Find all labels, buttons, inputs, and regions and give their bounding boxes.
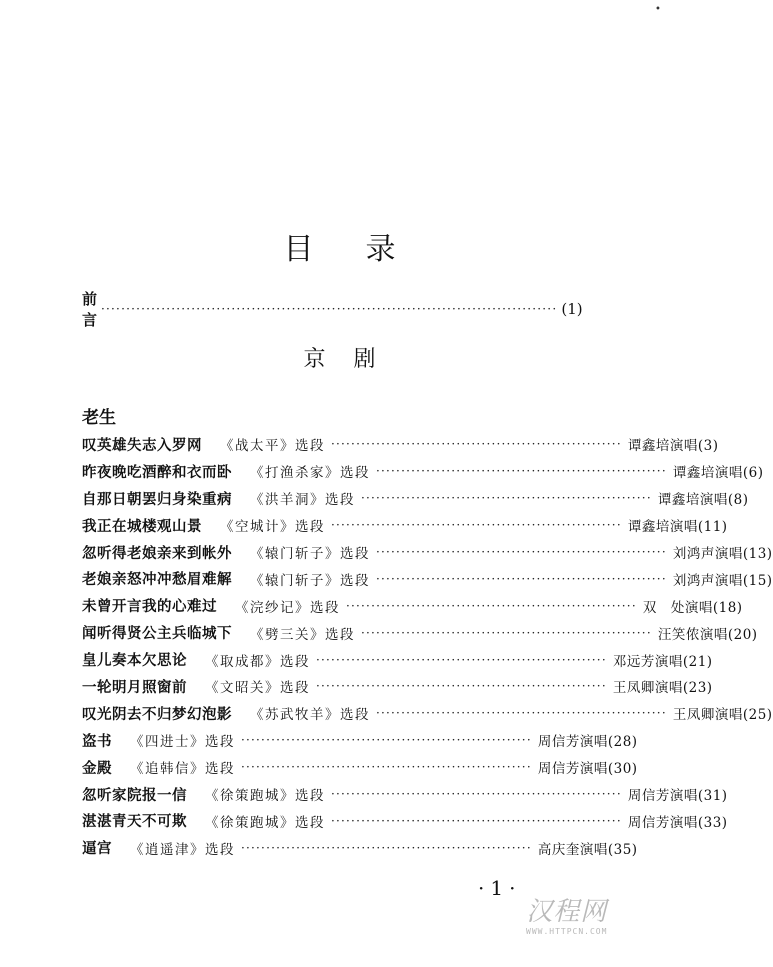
- leader-dots: ··························································: [376, 706, 667, 721]
- source-opera: 《徐策跑城》选段: [205, 814, 325, 831]
- source-opera: 《战太平》选段: [220, 438, 325, 455]
- leader-dots: ··························································: [376, 571, 667, 586]
- leader-dots: ··························································: [376, 464, 667, 479]
- leader-dots: ··························································: [241, 840, 532, 855]
- leader-dots: ··························································: [361, 491, 652, 506]
- leader-dots: ··························································: [316, 679, 607, 694]
- performer-page: 谭鑫培演唱(8): [657, 492, 749, 509]
- aria-title: 忽听得老娘亲来到帐外: [82, 545, 232, 562]
- toc-entry[interactable]: [82, 754, 638, 781]
- aria-title: 盗书: [82, 733, 112, 750]
- watermark-logo: 汉程网: [526, 897, 608, 927]
- performer-page: 王凤卿演唱(25): [672, 707, 773, 724]
- leader-dots: ··························································: [376, 545, 667, 559]
- watermark-url: WWW.HTTPCN.COM: [526, 927, 608, 936]
- aria-title: 忽听家院报一信: [82, 787, 187, 804]
- leader-dots: ···························································································: [101, 302, 558, 316]
- aria-title: 皇儿奏本欠思论: [82, 653, 187, 670]
- source-opera: 《空城计》选段: [220, 519, 325, 536]
- aria-title: 叹英雄失志入罗网: [82, 437, 202, 454]
- performer-page: 刘鸿声演唱(13): [672, 546, 773, 562]
- performer-page: 周信芳演唱(33): [627, 814, 728, 831]
- performer-page: 谭鑫培演唱(11): [627, 519, 728, 536]
- toc-entry[interactable]: [82, 700, 773, 727]
- source-opera: 《徐策跑城》选段: [205, 788, 325, 805]
- toc-entry[interactable]: [82, 431, 719, 458]
- toc-entry[interactable]: [82, 619, 758, 646]
- leader-dots: ··························································: [316, 652, 607, 667]
- leader-dots: ··························································: [241, 733, 532, 748]
- leader-dots: ··························································: [331, 518, 622, 533]
- performer-page: 周信芳演唱(28): [537, 734, 638, 751]
- leader-dots: ··························································: [331, 787, 622, 802]
- preface-page: (1): [561, 300, 583, 318]
- performer-page: 双 处演唱(18): [642, 599, 743, 616]
- source-opera: 《辕门斩子》选段: [250, 572, 370, 589]
- toc-entry[interactable]: [82, 565, 773, 592]
- performer-page: 高庆奎演唱(35): [537, 841, 638, 858]
- aria-title: 闻听得贤公主兵临城下: [82, 626, 232, 643]
- source-opera: 《打渔杀家》选段: [250, 465, 370, 482]
- category-heading: 老生: [82, 408, 116, 428]
- leader-dots: ··························································: [241, 760, 532, 775]
- performer-page: 周信芳演唱(31): [627, 788, 728, 805]
- aria-title: 叹光阴去不归梦幻泡影: [82, 706, 232, 723]
- toc-entry[interactable]: [82, 458, 764, 485]
- toc-list: [82, 431, 773, 861]
- toc-entry[interactable]: [82, 673, 713, 700]
- performer-page: 谭鑫培演唱(6): [672, 465, 764, 482]
- watermark: [526, 897, 607, 936]
- performer-page: 周信芳演唱(30): [537, 761, 638, 778]
- corner-mark: •: [655, 4, 661, 15]
- toc-entry[interactable]: [82, 834, 638, 861]
- toc-entry[interactable]: [82, 781, 728, 808]
- aria-title: 湛湛青天不可欺: [82, 814, 187, 831]
- toc-entry[interactable]: [82, 539, 773, 566]
- toc-entry[interactable]: [82, 485, 749, 512]
- toc-entry[interactable]: [82, 512, 728, 539]
- aria-title: 未曾开言我的心难过: [82, 599, 217, 616]
- section-title: 京剧: [303, 347, 404, 372]
- aria-title: 自那日朝罢归身染重病: [82, 491, 232, 508]
- source-opera: 《追韩信》选段: [130, 761, 235, 778]
- performer-page: 刘鸿声演唱(15): [672, 572, 773, 589]
- source-opera: 《取成都》选段: [205, 653, 310, 670]
- leader-dots: ··························································: [331, 437, 622, 452]
- page-title: 目录: [283, 232, 448, 268]
- source-opera: 《逍遥津》选段: [130, 841, 235, 858]
- performer-page: 谭鑫培演唱(3): [627, 438, 719, 455]
- source-opera: 《四进士》选段: [130, 734, 235, 751]
- source-opera: 《劈三关》选段: [250, 626, 355, 643]
- aria-title: 我正在城楼观山景: [82, 518, 202, 535]
- leader-dots: ··························································: [346, 598, 637, 613]
- toc-entry[interactable]: [82, 592, 743, 619]
- toc-entry[interactable]: [82, 646, 713, 673]
- source-opera: 《浣纱记》选段: [235, 599, 340, 616]
- source-opera: 《洪羊洞》选段: [250, 492, 355, 509]
- aria-title: 金殿: [82, 760, 112, 777]
- toc-entry[interactable]: [82, 727, 638, 754]
- performer-page: 汪笑侬演唱(20): [657, 626, 758, 643]
- preface-entry[interactable]: [82, 290, 583, 329]
- performer-page: 王凤卿演唱(23): [612, 680, 713, 697]
- performer-page: 邓远芳演唱(21): [612, 653, 713, 670]
- aria-title: 一轮明月照窗前: [82, 679, 187, 696]
- page-number: ·1·: [478, 876, 522, 900]
- aria-title: 老娘亲怒冲冲愁眉难解: [82, 572, 232, 589]
- source-opera: 《苏武牧羊》选段: [250, 707, 370, 724]
- aria-title: 昨夜晚吃酒醉和衣而卧: [82, 464, 232, 481]
- aria-title: 逼宫: [82, 841, 112, 858]
- source-opera: 《文昭关》选段: [205, 680, 310, 697]
- preface-label: 前言: [82, 290, 98, 329]
- leader-dots: ··························································: [331, 813, 622, 828]
- leader-dots: ··························································: [361, 625, 652, 640]
- source-opera: 《辕门斩子》选段: [250, 546, 370, 562]
- toc-entry[interactable]: [82, 807, 728, 834]
